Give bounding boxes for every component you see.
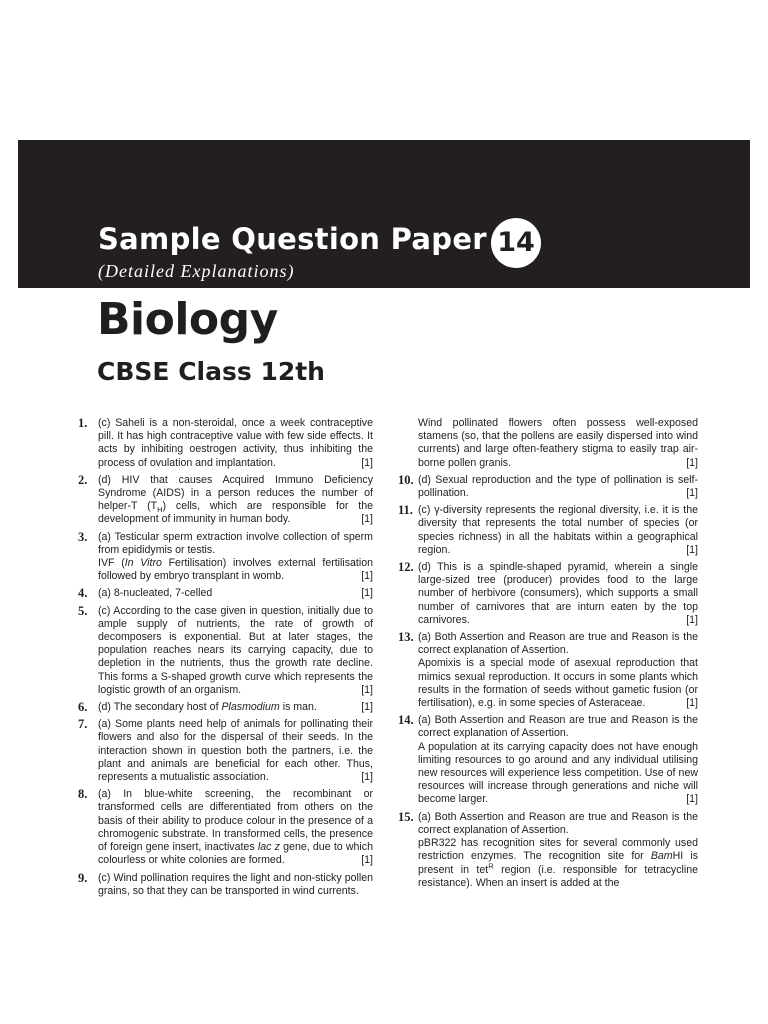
answer-text: (a) Both Assertion and Reason are true and Reason is the correct explanation of Assertion. (418, 631, 698, 657)
answer-number: 1. (78, 416, 88, 430)
answer-mark: [1] (361, 771, 373, 784)
answer-item (398, 811, 698, 890)
answer-item (78, 474, 373, 527)
answer-text: (d) The secondary host of (98, 701, 222, 714)
emphasis: Bam (650, 850, 673, 863)
answer-text-cont: is man. (279, 701, 317, 714)
emphasis: lac z (257, 841, 280, 854)
answer-number: 6. (78, 700, 88, 715)
answer-mark: [1] (361, 570, 373, 583)
emphasis: In Vitro (124, 557, 162, 570)
answer-item (78, 417, 373, 470)
answer-item (398, 474, 698, 500)
answer-mark: [1] (361, 701, 373, 714)
answer-number: 8. (78, 787, 88, 802)
answer-number: 13. (398, 630, 414, 645)
answer-item (78, 788, 373, 867)
emphasis: Plasmodium (221, 701, 280, 714)
answer-text: (d) Sexual reproduction and the type of pollination is self-pollination. (418, 473, 698, 500)
answer-number: 15. (398, 809, 414, 824)
answer-mark: [1] (361, 683, 373, 696)
answer-item (398, 714, 698, 806)
answer-text: (a) Testicular sperm extraction involve collection of sperm from epididymis or testis. (98, 530, 373, 556)
answer-number: 10. (398, 472, 414, 487)
answer-number: 9. (78, 870, 88, 885)
class-title: CBSE Class 12th (97, 357, 325, 386)
answer-mark: [1] (686, 456, 698, 469)
answer-number: 2. (78, 472, 88, 487)
paper-title: Sample Question Paper (98, 222, 487, 256)
answer-text: (c) Saheli is a non-steroidal, once a week contraceptive pill. It has high contraceptive value with few side effects. It acts by inhibiting oestrogen activity, thus inhibiting the process of ovulation and implantation. (98, 417, 373, 469)
answer-number: 7. (78, 717, 88, 732)
answer-number: 14. (398, 713, 414, 728)
answer-text-cont: gene, due to which colourless or white colonies are formed. (98, 841, 373, 867)
answer-item (398, 504, 698, 557)
answer-text: (a) 8-nucleated, 7-celled (98, 587, 213, 600)
answer-mark: [1] (361, 854, 373, 867)
superscript: R (488, 860, 494, 870)
answer-text-cont: region (i.e. responsible for tetracycline resistance). When an insert is added at the (418, 863, 698, 889)
answer-number: 11. (398, 503, 413, 518)
answer-text: (a) Some plants need help of animals for pollinating their flowers and also for the dispersal of their seeds. In the interaction shown in question both the partners, i.e. the plant and animals are beneficial for each other. Thus, represents a mutualistic association. (98, 718, 373, 784)
answer-item (78, 701, 373, 714)
answer-item-continued (398, 417, 698, 470)
answer-mark: [1] (361, 456, 373, 469)
answer-number: 3. (78, 529, 88, 544)
answer-text-cont: ) cells, which are responsible for the development of immunity in human body. (98, 500, 373, 526)
answer-mark: [1] (686, 543, 698, 556)
answer-item (78, 587, 373, 600)
subscript: H (157, 505, 163, 515)
answer-item (78, 531, 373, 584)
answer-mark: [1] (686, 697, 698, 710)
answer-text: (a) In blue-white screening, the recombinant or transformed cells are differentiated from others on the basis of their ability to produce colour in the presence of a chromogenic substrate. In transformed cells, the presence of foreign gene insert, inactivates (98, 788, 373, 854)
answers-column-right (398, 417, 698, 894)
header-banner (18, 140, 750, 288)
answer-text: Wind pollinated flowers often possess well-exposed stamens (so, that the pollens are easily dispersed into wind currents) and large often-feathery stigma to easily trap air-borne pollen granis. (418, 417, 698, 469)
answer-number: 12. (398, 560, 414, 575)
subject-title: Biology (97, 294, 278, 345)
paper-subtitle: (Detailed Explanations) (98, 261, 295, 281)
answer-mark: [1] (686, 613, 698, 626)
answer-text: (c) γ-diversity represents the regional diversity, i.e. it is the diversity that represents the total number of species (or species richness) in all the habitats within a geographical region. (418, 504, 698, 556)
answer-mark: [1] (686, 487, 698, 500)
answer-number: 4. (78, 586, 88, 601)
paper-number-badge: 14 (491, 218, 541, 268)
answer-text-cont: HI is present in tet (418, 850, 699, 876)
answer-text: (a) Both Assertion and Reason are true and Reason is the correct explanation of Assertion. (418, 810, 698, 836)
answers-column-left (78, 417, 373, 902)
answer-item (78, 718, 373, 784)
answer-mark: [1] (361, 513, 373, 526)
answer-item (398, 561, 698, 627)
answer-number: 5. (78, 603, 88, 618)
answer-item (78, 872, 373, 898)
answer-text-cont: pBR322 has recognition sites for several commonly used restriction enzymes. The recognition site for (418, 837, 698, 863)
answer-text: (a) Both Assertion and Reason are true and Reason is the correct explanation of Assertion. (418, 714, 698, 740)
answer-text-cont: Fertilisation) involves external fertilisation followed by embryo transplant in womb. (98, 557, 374, 583)
answer-text: (d) HIV that causes Acquired Immuno Deficiency Syndrome (AIDS) in a person reduces the number of helper-T (T (98, 473, 373, 513)
answer-item (398, 631, 698, 710)
answer-text: (c) Wind pollination requires the light and non-sticky pollen grains, so that they can be transported in wind currents. (98, 871, 373, 897)
answer-item (78, 605, 373, 697)
answer-text-cont: IVF ( (98, 557, 125, 570)
answer-mark: [1] (686, 793, 698, 806)
answer-text-cont: A population at its carrying capacity does not have enough limiting resources to go around and any individual utilising new resources will experience less competition. Use of new resources will increase through generations and niche will become larger. (418, 740, 698, 806)
answer-text: (d) This is a spindle-shaped pyramid, wherein a single large-sized tree (producer) provides food to the large number of herbivore (consumers), which supports a small number of carnivores that are inturn eaten by the top carnivores. (418, 561, 698, 626)
answer-mark: [1] (361, 587, 373, 600)
answer-text-cont: Apomixis is a special mode of asexual reproduction that mimics sexual reproduction. It occurs in some plants which results in the formation of seeds without gametic fusion (or fertilisation), e.g. in some species of Asteraceae. (418, 657, 698, 710)
answer-text: (c) According to the case given in question, initially due to ample supply of nutrients, the rate of growth of decomposers is exponential. But at later stages, the population reaches nears its carrying capacity, due to depletion in the nutrients, thus the growth rate decline. This forms a S-shaped growth curve which represents the logistic growth of an organism. (98, 604, 373, 696)
